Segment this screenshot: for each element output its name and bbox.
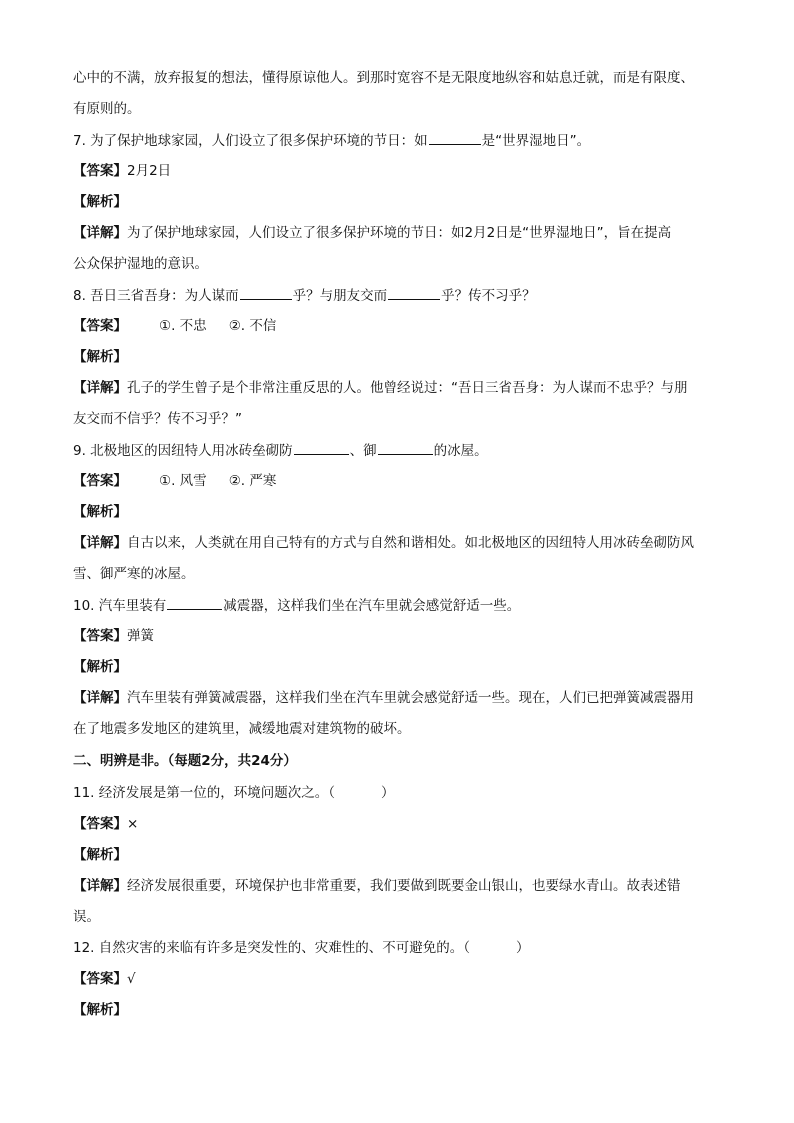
detail-label: 【详解】 bbox=[73, 380, 127, 396]
answer-option-2: ②. 不信 bbox=[228, 318, 277, 334]
answer-10 bbox=[73, 626, 723, 646]
answer-blank bbox=[388, 285, 440, 300]
answer-text: 2月2日 bbox=[127, 163, 172, 179]
answer-option-1: ①. 不忠 bbox=[159, 318, 207, 334]
answer-text: 弹簧 bbox=[127, 628, 154, 644]
analysis-label: 【解析】 bbox=[73, 847, 127, 863]
detail-8-cont: 友交而不信乎？传不习乎？” bbox=[73, 411, 242, 427]
detail-9-cont: 雪、御严寒的冰屋。 bbox=[73, 566, 195, 582]
detail-text: 自古以来，人类就在用自己特有的方式与自然和谐相处。如北极地区的因纽特人用冰砖垒砌防风 bbox=[127, 535, 694, 551]
detail-10-cont: 在了地震多发地区的建筑里，减缓地震对建筑物的破坏。 bbox=[73, 721, 411, 737]
analysis-label: 【解析】 bbox=[73, 1002, 127, 1018]
question-text: 乎？传不习乎？ bbox=[441, 288, 536, 304]
answer-blank bbox=[167, 595, 222, 610]
question-9 bbox=[73, 440, 723, 461]
analysis-label: 【解析】 bbox=[73, 659, 127, 675]
answer-label: 【答案】 bbox=[73, 318, 127, 334]
answer-blank bbox=[294, 440, 349, 455]
question-text: 8. 吾日三省吾身：为人谋而 bbox=[73, 288, 239, 304]
detail-text: 为了保护地球家园，人们设立了很多保护环境的节日：如2月2日是“世界湿地日”，旨在提高 bbox=[127, 225, 672, 241]
answer-blank bbox=[429, 130, 481, 145]
question-text: 乎？与朋友交而 bbox=[292, 288, 388, 304]
question-text: 12. 自然灾害的来临有许多是突发性的、灾难性的、不可避免的。（ bbox=[73, 940, 471, 956]
question-text: 的冰屋。 bbox=[433, 443, 488, 459]
answer-blank bbox=[378, 440, 433, 455]
question-text: 是“世界湿地日”。 bbox=[481, 133, 591, 149]
detail-label: 【详解】 bbox=[73, 690, 127, 706]
detail-text: 汽车里装有弹簧减震器，这样我们坐在汽车里就会感觉舒适一些。现在，人们已把弹簧减震器用 bbox=[127, 690, 694, 706]
answer-text: × bbox=[127, 816, 139, 832]
answer-9 bbox=[73, 471, 723, 491]
question-11 bbox=[73, 783, 723, 803]
answer-text: √ bbox=[127, 971, 136, 987]
paragraph-line: 有原则的。 bbox=[73, 101, 141, 117]
answer-label: 【答案】 bbox=[73, 163, 127, 179]
detail-label: 【详解】 bbox=[73, 878, 127, 894]
question-text: 11. 经济发展是第一位的，环境问题次之。（ bbox=[73, 785, 336, 801]
question-text: ） bbox=[381, 785, 395, 801]
question-7 bbox=[73, 130, 723, 151]
question-12 bbox=[73, 938, 723, 958]
answer-blank bbox=[240, 285, 292, 300]
question-text: 减震器，这样我们坐在汽车里就会感觉舒适一些。 bbox=[223, 598, 521, 614]
answer-label: 【答案】 bbox=[73, 473, 127, 489]
answer-11 bbox=[73, 814, 723, 834]
detail-9 bbox=[73, 533, 723, 553]
answer-option-2: ②. 严寒 bbox=[228, 473, 277, 489]
detail-7-cont: 公众保护湿地的意识。 bbox=[73, 256, 208, 272]
detail-10 bbox=[73, 688, 723, 708]
question-text: 10. 汽车里装有 bbox=[73, 598, 167, 614]
analysis-label: 【解析】 bbox=[73, 349, 127, 365]
answer-label: 【答案】 bbox=[73, 628, 127, 644]
question-8 bbox=[73, 285, 723, 306]
paragraph-line: 心中的不满，放弃报复的想法，懂得原谅他人。到那时宽容不是无限度地纵容和姑息迁就，而是有限度、 bbox=[73, 70, 694, 86]
answer-12 bbox=[73, 969, 723, 989]
section-heading: 二、明辨是非。（每题2分，共24分） bbox=[73, 753, 297, 769]
detail-11-cont: 误。 bbox=[73, 909, 100, 925]
question-text: 、御 bbox=[349, 443, 377, 459]
question-text: ） bbox=[516, 940, 530, 956]
detail-8 bbox=[73, 378, 723, 398]
detail-7 bbox=[73, 223, 723, 243]
detail-11 bbox=[73, 876, 723, 896]
question-10 bbox=[73, 595, 723, 616]
answer-8 bbox=[73, 316, 723, 336]
answer-7 bbox=[73, 161, 723, 181]
question-text: 7. 为了保护地球家园，人们设立了很多保护环境的节日：如 bbox=[73, 133, 428, 149]
detail-label: 【详解】 bbox=[73, 535, 127, 551]
question-text: 9. 北极地区的因纽特人用冰砖垒砌防 bbox=[73, 443, 293, 459]
answer-label: 【答案】 bbox=[73, 816, 127, 832]
answer-label: 【答案】 bbox=[73, 971, 127, 987]
answer-option-1: ①. 风雪 bbox=[159, 473, 207, 489]
analysis-label: 【解析】 bbox=[73, 504, 127, 520]
detail-text: 经济发展很重要，环境保护也非常重要，我们要做到既要金山银山，也要绿水青山。故表述错 bbox=[127, 878, 681, 894]
detail-text: 孔子的学生曾子是个非常注重反思的人。他曾经说过：“吾日三省吾身：为人谋而不忠乎？与朋 bbox=[127, 380, 688, 396]
detail-label: 【详解】 bbox=[73, 225, 127, 241]
analysis-label: 【解析】 bbox=[73, 194, 127, 210]
